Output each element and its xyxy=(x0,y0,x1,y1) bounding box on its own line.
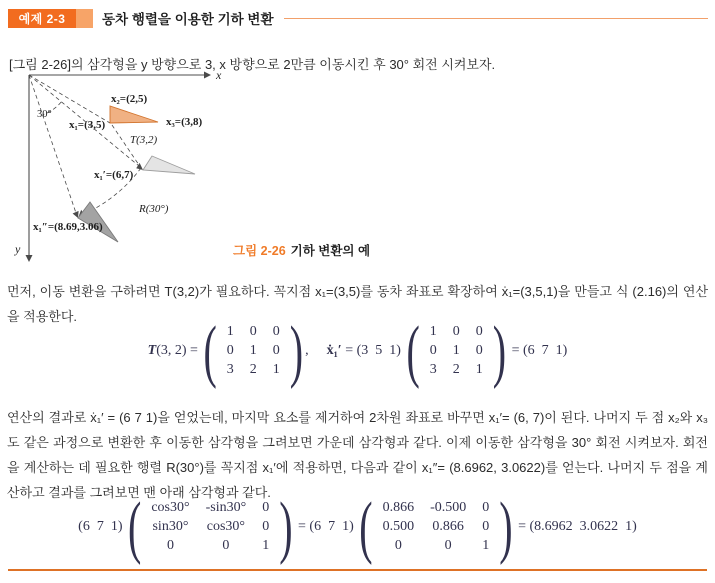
eq1-result: = (6 7 1) xyxy=(508,342,568,358)
label-rotation: R(30°) xyxy=(139,203,169,215)
label-x2: x₂=(2,5) xyxy=(111,93,148,105)
figure-caption-text: 기하 변환의 예 xyxy=(290,244,371,258)
eq1-lhs-rest: (3, 2) = xyxy=(156,342,202,358)
matrix-T-2 xyxy=(406,310,507,389)
matrix-cell: 0 xyxy=(475,343,483,358)
matrix-cell: cos30° xyxy=(151,500,190,515)
eq1-mid-rest: = (3 5 1) xyxy=(341,342,405,358)
matrix-T-cells xyxy=(217,322,290,379)
label-x3: x₃=(3,8) xyxy=(166,116,203,128)
right-paren-icon: ) xyxy=(279,486,293,565)
left-paren-icon: ( xyxy=(406,310,420,389)
matrix-cell: 1 xyxy=(262,538,270,553)
y-axis-label: y xyxy=(15,242,21,256)
x-axis-arrow-icon xyxy=(204,72,211,79)
eq2-result: = (8.6962 3.0622 1) xyxy=(514,518,637,534)
matrix-cell: 0 xyxy=(272,343,280,358)
label-x1: x₁=(3,5) xyxy=(69,119,106,131)
equation-rotation xyxy=(0,486,715,565)
label-translation: T(3,2) xyxy=(130,134,158,146)
translated-triangle xyxy=(143,156,195,174)
ray-to-x1-doubleprime xyxy=(29,75,76,213)
angle-label: 30° xyxy=(37,109,52,120)
ray-x1-prime-arrow-icon xyxy=(136,163,143,170)
ray-x1-doubleprime-arrow-icon xyxy=(73,211,79,218)
matrix-cell: 1 xyxy=(249,343,257,358)
example-badge-tail xyxy=(76,9,93,28)
matrix-cell: 0 xyxy=(452,324,460,339)
example-title: 동차 행렬을 이용한 기하 변환 xyxy=(102,12,274,27)
matrix-cell: 0 xyxy=(482,500,490,515)
matrix-R-symbolic-cells xyxy=(141,498,279,555)
matrix-cell: 3 xyxy=(226,362,234,377)
left-paren-icon: ( xyxy=(359,486,373,565)
eq1-xdot-symbol: ẋ₁′ xyxy=(326,342,342,358)
eq2-mid: = (6 7 1) xyxy=(294,518,358,534)
matrix-R-symbolic xyxy=(128,486,293,565)
matrix-cell: 0 xyxy=(226,343,234,358)
matrix-cell: 1 xyxy=(429,324,437,339)
matrix-cell: cos30° xyxy=(206,519,246,534)
eq2-lhs: (6 7 1) xyxy=(78,518,126,534)
header-rule xyxy=(284,18,709,19)
matrix-cell: 0 xyxy=(394,538,402,553)
right-paren-icon: ) xyxy=(289,310,304,389)
figure-caption xyxy=(233,241,370,259)
matrix-cell: 0 xyxy=(262,519,270,534)
figure-caption-number: 그림 2-26 xyxy=(233,244,286,258)
matrix-cell: 0 xyxy=(475,324,483,339)
matrix-cell: 0.866 xyxy=(382,500,415,515)
left-paren-icon: ( xyxy=(128,486,142,565)
matrix-cell: 0 xyxy=(262,500,270,515)
matrix-R-numeric xyxy=(359,486,513,565)
matrix-cell: 1 xyxy=(272,362,280,377)
eq1-comma: , xyxy=(305,342,309,358)
matrix-cell: 0 xyxy=(222,538,230,553)
matrix-cell: 1 xyxy=(482,538,490,553)
equation-translation xyxy=(0,310,715,389)
matrix-cell: sin30° xyxy=(152,519,189,534)
x-axis-label: x xyxy=(216,68,222,82)
paragraph-translation: 먼저, 이동 변환을 구하려면 T(3,2)가 필요하다. 꼭지점 x₁=(3,5)를 동차 좌표로 확장하여 ẋ₁=(3,5,1)을 만들고 식 (2.16)의 연산을 적용한다. xyxy=(7,284,708,324)
matrix-cell: 2 xyxy=(249,362,257,377)
example-header xyxy=(8,8,708,28)
bottom-rule xyxy=(8,569,707,571)
matrix-cell: -sin30° xyxy=(205,500,247,515)
label-x1-doubleprime: x₁″=(8.69,3.06) xyxy=(33,221,103,233)
matrix-cell: 0.866 xyxy=(432,519,464,534)
right-paren-icon: ) xyxy=(492,310,507,389)
matrix-cell: 0 xyxy=(444,538,452,553)
matrix-cell: 0 xyxy=(166,538,174,553)
original-triangle xyxy=(110,106,158,123)
y-axis-arrow-icon xyxy=(26,255,33,262)
matrix-cell: 0 xyxy=(249,324,257,339)
matrix-cell: 1 xyxy=(226,324,234,339)
matrix-cell: 2 xyxy=(452,362,460,377)
matrix-cell: 0 xyxy=(272,324,280,339)
matrix-T xyxy=(203,310,304,389)
matrix-R-numeric-cells xyxy=(373,498,500,555)
example-badge: 예제 2-3 xyxy=(8,9,76,28)
eq1-T-symbol: T xyxy=(147,342,157,358)
matrix-cell: 3 xyxy=(429,362,437,377)
matrix-cell: -0.500 xyxy=(430,500,467,515)
matrix-cell: 0.500 xyxy=(382,519,415,534)
matrix-cell: 0 xyxy=(429,343,437,358)
matrix-cell: 0 xyxy=(482,519,490,534)
left-paren-icon: ( xyxy=(203,310,217,389)
intro-text: [그림 2-26]의 삼각형을 y 방향으로 3, x 방향으로 2만큼 이동시킨 후 30° 회전 시켜보자. xyxy=(9,57,496,72)
matrix-cell: 1 xyxy=(452,343,460,358)
right-paren-icon: ) xyxy=(499,486,513,565)
matrix-cell: 1 xyxy=(475,362,483,377)
matrix-T-2-cells xyxy=(420,322,493,379)
label-x1-prime: x₁′=(6,7) xyxy=(94,169,134,181)
figure-2-26-diagram xyxy=(8,66,340,264)
paragraph-rotation: 연산의 결과로 ẋ₁′ = (6 7 1)을 얻었는데, 마지막 요소를 제거하여 2차원 좌표로 바꾸면 x₁′= (6, 7)이 된다. 나머지 두 점 x₂와 x₃도 같은 과정으로 변환한 후 이동한 삼각형을 그려보면 가운데 삼각형과 같다. 이제 이동한 삼각형을 30° 회전 시켜보자. 회전을 계산하는 데 필요한 행렬 R(30°)를 꼭지점 x₁′에 적용하면, 다음과 같이 x₁″= (8.6962, 3.0622)를 얻는다. 나머지 두 점을 계산하고 결과를 그려보면 맨 아래 삼각형과 같다. xyxy=(7,410,708,500)
